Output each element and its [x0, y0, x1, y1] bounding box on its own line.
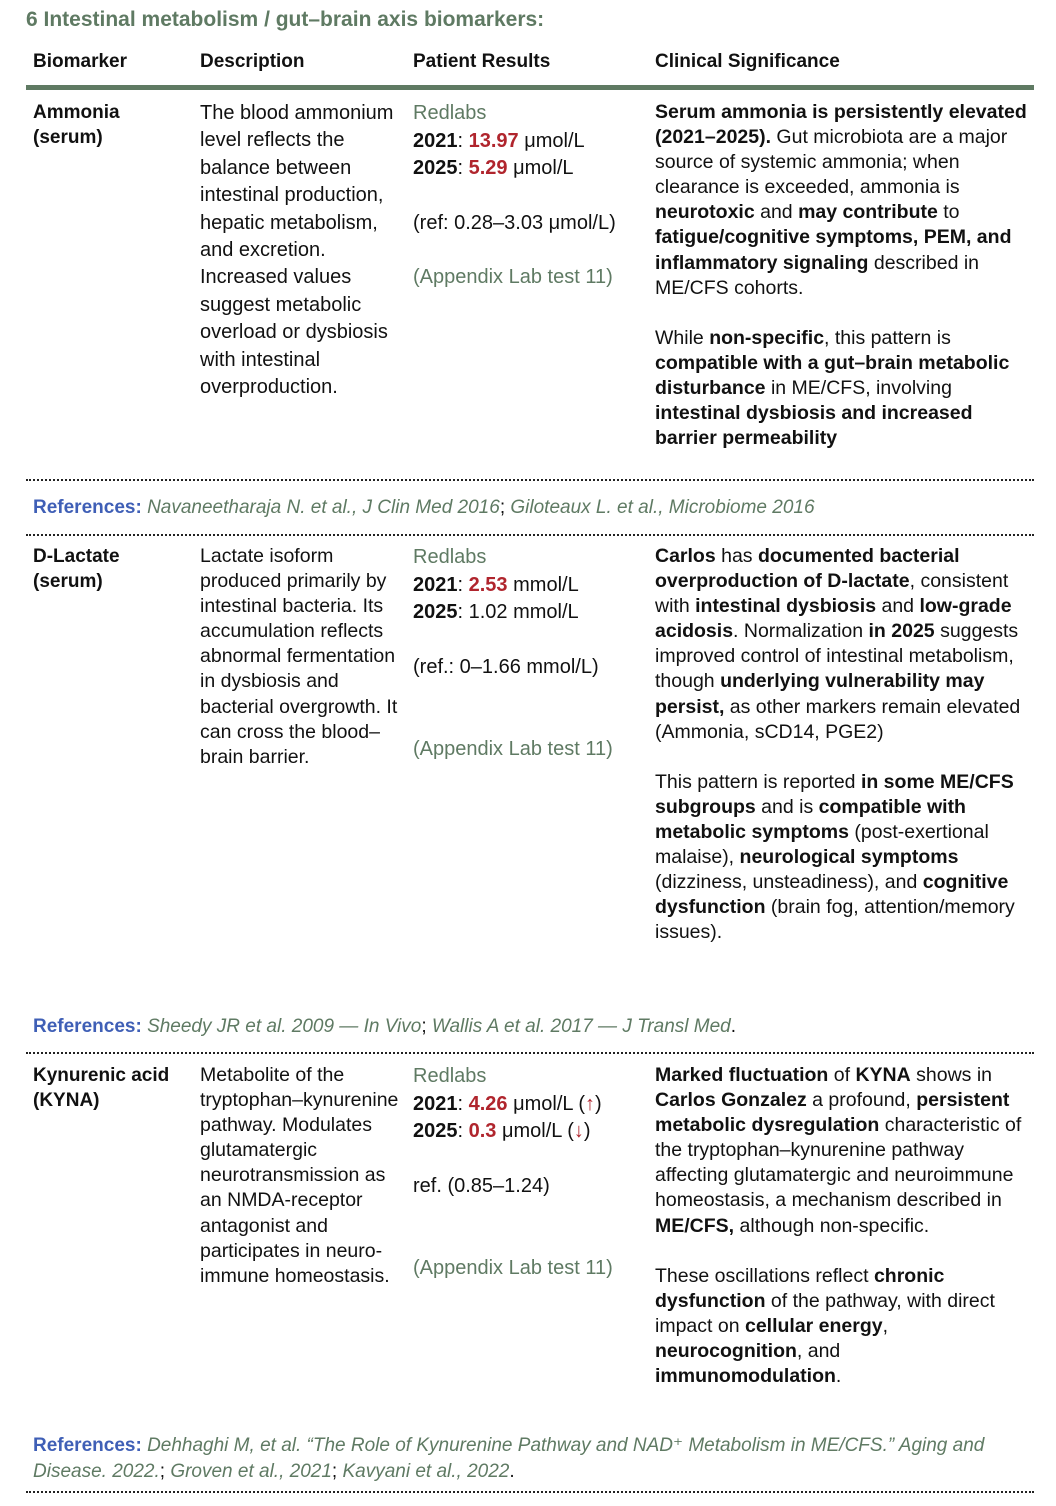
biomarker-specimen: (KYNA): [33, 1090, 100, 1111]
text-run: in ME/CFS, involving: [765, 376, 952, 399]
significance-d-lactate: [655, 544, 1030, 945]
emphasis-text: cellular energy: [744, 1314, 883, 1337]
text-run: These oscillations reflect: [655, 1264, 874, 1287]
significance-ammonia: [655, 100, 1030, 451]
biomarker-kyna: [33, 1063, 169, 1113]
text-run: ,: [882, 1314, 889, 1337]
lab-name: Redlabs: [413, 546, 487, 568]
description-ammonia: The blood ammonium level reflects the balance between intestinal production, hepatic metabolism, and excretion. Increased values suggest metabolic overload or dysbiosis with intestinal overproduction.: [200, 102, 394, 399]
text-run: .: [730, 1016, 737, 1037]
emphasis-text: immunomodulation: [655, 1365, 836, 1388]
references-label: References:: [33, 497, 142, 518]
significance-paragraph-2: [655, 770, 1030, 946]
text-run: ;: [331, 1460, 343, 1482]
text-run: This pattern is reported: [655, 770, 861, 793]
emphasis-text: KYNA: [855, 1064, 911, 1086]
text-run: ;: [421, 1016, 432, 1037]
lab-name: Redlabs: [413, 102, 487, 124]
appendix-link: (Appendix Lab test 11): [413, 738, 613, 760]
references-ammonia: [33, 495, 1023, 521]
description-kyna: Metabolite of the tryptophan–kynurenine pathway. Modulates glutamatergic neurotransmission as an NMDA-receptor antagonist and participates in neuro-immune homeostasis.: [200, 1064, 399, 1287]
results-ammonia: [413, 100, 653, 292]
emphasis-text: underlying vulnerability may persist,: [655, 670, 985, 718]
lab-name: Redlabs: [413, 1065, 487, 1087]
biomarker-d-lactate: [33, 544, 120, 594]
citation: Navaneetharaja N. et al., J Clin Med 2016: [147, 497, 500, 518]
column-header-patient-results: Patient Results: [413, 51, 551, 72]
emphasis-text: intestinal dysbiosis and increased barrier permeability: [655, 402, 973, 450]
result-2025: 2025: 0.3 μmol/L (↓): [413, 1120, 591, 1142]
emphasis-text: chronic dysfunction: [655, 1264, 945, 1312]
biomarker-name: Ammonia: [33, 102, 120, 123]
significance-kyna: [655, 1063, 1030, 1389]
text-run: .: [509, 1460, 515, 1482]
text-run: Gut microbiota are a major source of systemic ammonia; when clearance is exceeded, ammonia is: [655, 126, 1008, 199]
column-header-biomarker: Biomarker: [33, 51, 127, 72]
significance-paragraph-1: [655, 1063, 1030, 1239]
emphasis-text: neurological symptoms: [739, 846, 959, 869]
appendix-link: (Appendix Lab test 11): [413, 266, 613, 288]
significance-paragraph-2: [655, 1264, 1030, 1389]
citation: Wallis A et al. 2017 — J Transl Med: [431, 1016, 731, 1037]
biomarker-specimen: (serum): [33, 127, 103, 148]
citation: Giloteaux L. et al., Microbiome 2016: [510, 497, 815, 518]
text-run: shows in: [910, 1064, 993, 1086]
section-title: 6 Intestinal metabolism / gut–brain axis biomarkers:: [26, 8, 545, 31]
text-run: (post-exertional malaise),: [655, 820, 989, 869]
text-run: and is: [755, 795, 819, 818]
text-run: a profound,: [806, 1089, 917, 1112]
emphasis-text: non-specific: [709, 326, 825, 349]
text-run: has: [715, 545, 758, 567]
arrow-up-icon: ↑: [585, 1092, 596, 1115]
text-run: ;: [499, 497, 511, 518]
emphasis-text: in 2025: [868, 620, 935, 643]
emphasis-text: intestinal dysbiosis: [695, 595, 877, 618]
references-label: References:: [33, 1435, 142, 1456]
references-label: References:: [33, 1016, 142, 1037]
text-run: , and: [796, 1339, 841, 1362]
emphasis-text: documented bacterial overproduction of D-lactate: [655, 545, 960, 593]
text-run: ;: [159, 1460, 171, 1482]
reference-range: (ref.: 0–1.66 mmol/L): [413, 655, 599, 678]
emphasis-text: Serum ammonia is persistently elevated (2021–2025).: [655, 101, 1027, 149]
text-run: .: [835, 1365, 842, 1388]
emphasis-text: may contribute: [798, 201, 938, 224]
biomarker-name: D-Lactate: [33, 546, 120, 567]
text-run: although non-specific.: [734, 1214, 930, 1237]
citation: Sheedy JR et al. 2009 — In Vivo: [147, 1016, 422, 1037]
text-run: , this pattern is: [824, 326, 951, 349]
citation: Kavyani et al., 2022: [342, 1460, 510, 1482]
result-2021: 2021: 13.97 μmol/L: [413, 129, 585, 152]
emphasis-text: fatigue/cognitive symptoms, PEM, and inflammatory signaling: [655, 226, 1012, 274]
text-run: described in ME/CFS cohorts.: [655, 251, 980, 299]
citation: Dehhaghi M, et al. “The Role of Kynurenine Pathway and NAD⁺ Metabolism in ME/CFS.” Aging and Disease. 2022.: [33, 1435, 985, 1482]
references-kyna: [33, 1433, 1023, 1484]
emphasis-text: Carlos Gonzalez: [655, 1089, 807, 1112]
result-2025: 2025: 5.29 μmol/L: [413, 157, 574, 179]
text-run: While: [655, 326, 710, 349]
description-d-lactate: Lactate isoform produced primarily by intestinal bacteria. Its accumulation reflects abnormal fermentation in dysbiosis and bacterial overgrowth. It can cross the blood–brain barrier.: [200, 545, 398, 768]
emphasis-text: persistent metabolic dysregulation: [655, 1089, 1010, 1137]
emphasis-text: neurocognition: [655, 1339, 797, 1362]
row-divider: [26, 534, 1034, 536]
biomarker-ammonia: [33, 100, 120, 150]
result-2021: 2021: 4.26 μmol/L (↑): [413, 1092, 602, 1115]
significance-paragraph-1: [655, 100, 1030, 301]
results-kyna: [413, 1063, 653, 1283]
result-2021: 2021: 2.53 mmol/L: [413, 573, 579, 596]
reference-range: ref. (0.85–1.24): [413, 1174, 550, 1197]
text-run: of: [828, 1064, 856, 1086]
text-run: suggests improved control of intestinal metabolism, though: [655, 620, 1019, 693]
text-run: characteristic of the tryptophan–kynurenine pathway affecting glutamatergic and neuroimmune homeostasis, a mechanism described in: [655, 1114, 1022, 1212]
biomarker-specimen: (serum): [33, 571, 103, 592]
text-run: (brain fog, attention/memory issues).: [655, 896, 1015, 944]
text-run: and: [876, 595, 920, 618]
emphasis-text: cognitive dysfunction: [655, 871, 1009, 919]
row-divider: [26, 479, 1034, 481]
text-run: of the pathway, with direct impact on: [655, 1289, 995, 1337]
header-rule: [26, 85, 1034, 90]
text-run: and: [754, 201, 799, 224]
text-run: . Normalization: [733, 620, 869, 643]
emphasis-text: low-grade acidosis: [655, 595, 1012, 643]
column-header-clinical-significance: Clinical Significance: [655, 51, 840, 72]
emphasis-text: neurotoxic: [655, 201, 755, 224]
arrow-down-icon: ↓: [573, 1120, 584, 1142]
emphasis-text: Marked fluctuation: [655, 1064, 829, 1086]
emphasis-text: compatible with a gut–brain metabolic disturbance: [655, 351, 1010, 399]
citation: Groven et al., 2021: [170, 1460, 332, 1482]
results-d-lactate: [413, 544, 653, 764]
biomarker-name: Kynurenic acid: [33, 1065, 170, 1086]
significance-paragraph-2: [655, 326, 1030, 451]
result-2025: 2025: 1.02 mmol/L: [413, 601, 579, 623]
references-d-lactate: [33, 1014, 1023, 1040]
significance-paragraph-1: [655, 544, 1030, 745]
appendix-link: (Appendix Lab test 11): [413, 1257, 613, 1279]
text-run: (dizziness, unsteadiness), and: [655, 871, 923, 894]
text-run: , consistent with: [655, 570, 1009, 618]
reference-range: (ref: 0.28–3.03 μmol/L): [413, 211, 616, 234]
emphasis-text: ME/CFS,: [655, 1214, 735, 1237]
text-run: to: [937, 201, 960, 224]
row-divider: [26, 1052, 1034, 1054]
emphasis-text: compatible with metabolic symptoms: [655, 795, 966, 843]
emphasis-text: in some ME/CFS subgroups: [655, 770, 1014, 818]
emphasis-text: Carlos: [655, 545, 716, 567]
row-divider: [26, 1491, 1034, 1493]
column-header-description: Description: [200, 51, 305, 72]
text-run: as other markers remain elevated (Ammonia, sCD14, PGE2): [655, 695, 1021, 743]
